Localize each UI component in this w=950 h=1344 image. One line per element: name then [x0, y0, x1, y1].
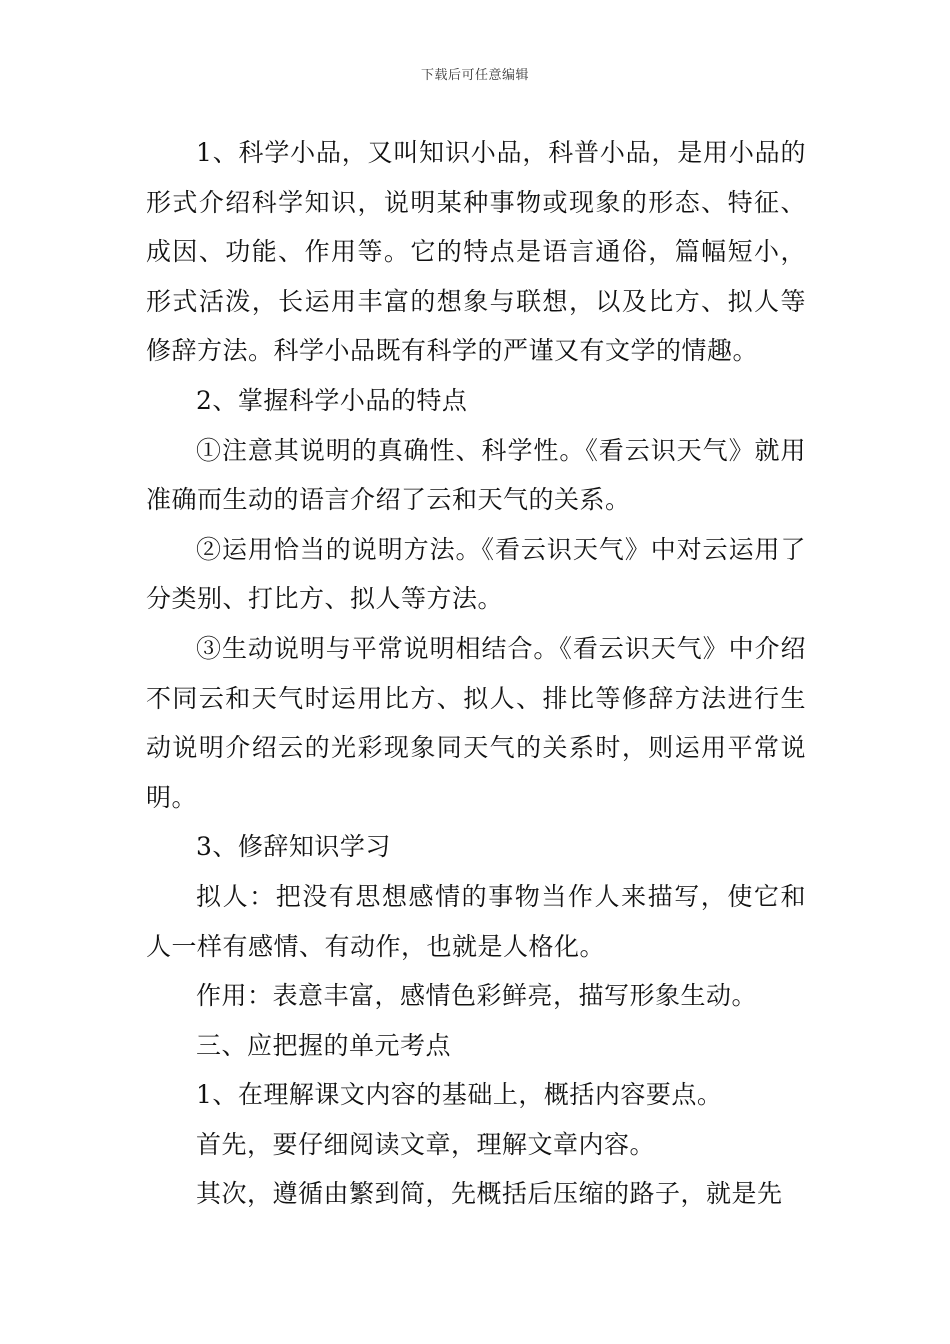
paragraph-exam-point-1: 1、在理解课文内容的基础上，概括内容要点。: [196, 1080, 723, 1110]
paragraph-science-essay-definition: 1、科学小品，又叫知识小品，科普小品，是用小品的形式介绍科学知识，说明某种事物或现象的形态、特征、成因、功能、作用等。它的特点是语言通俗，篇幅短小，形式活泼，长运用丰富的想象与联想，以及比方、拟人等修辞方法。科学小品既有科学的严谨又有文学的情趣。: [146, 138, 806, 366]
paragraph-feature-vivid: ③生动说明与平常说明相结合。《看云识天气》中介绍不同云和天气时运用比方、拟人、排比等修辞方法进行生动说明介绍云的光彩现象同天气的关系时，则运用平常说明。: [146, 633, 806, 812]
paragraph-effect: 作用：表意丰富，感情色彩鲜亮，描写形象生动。: [196, 981, 758, 1011]
paragraph-heading-features: 2、掌握科学小品的特点: [196, 385, 468, 415]
paragraph-feature-accuracy: ①注意其说明的真确性、科学性。《看云识天气》就用准确而生动的语言介绍了云和天气的关系。: [146, 435, 806, 515]
page-header: 下载后可任意编辑: [420, 68, 529, 83]
paragraph-heading-rhetoric: 3、修辞知识学习: [196, 832, 391, 862]
paragraph-feature-methods: ②运用恰当的说明方法。《看云识天气》中对云运用了分类别、打比方、拟人等方法。: [146, 534, 806, 614]
paragraph-second-step: 其次，遵循由繁到简，先概括后压缩的路子，就是先: [196, 1179, 783, 1209]
paragraph-first-step: 首先，要仔细阅读文章，理解文章内容。: [196, 1129, 656, 1159]
document-body: [146, 128, 806, 1219]
paragraph-heading-exam-points: 三、应把握的单元考点: [196, 1030, 452, 1060]
paragraph-personification: 拟人：把没有思想感情的事物当作人来描写，使它和人一样有感情、有动作，也就是人格化。: [146, 881, 806, 961]
